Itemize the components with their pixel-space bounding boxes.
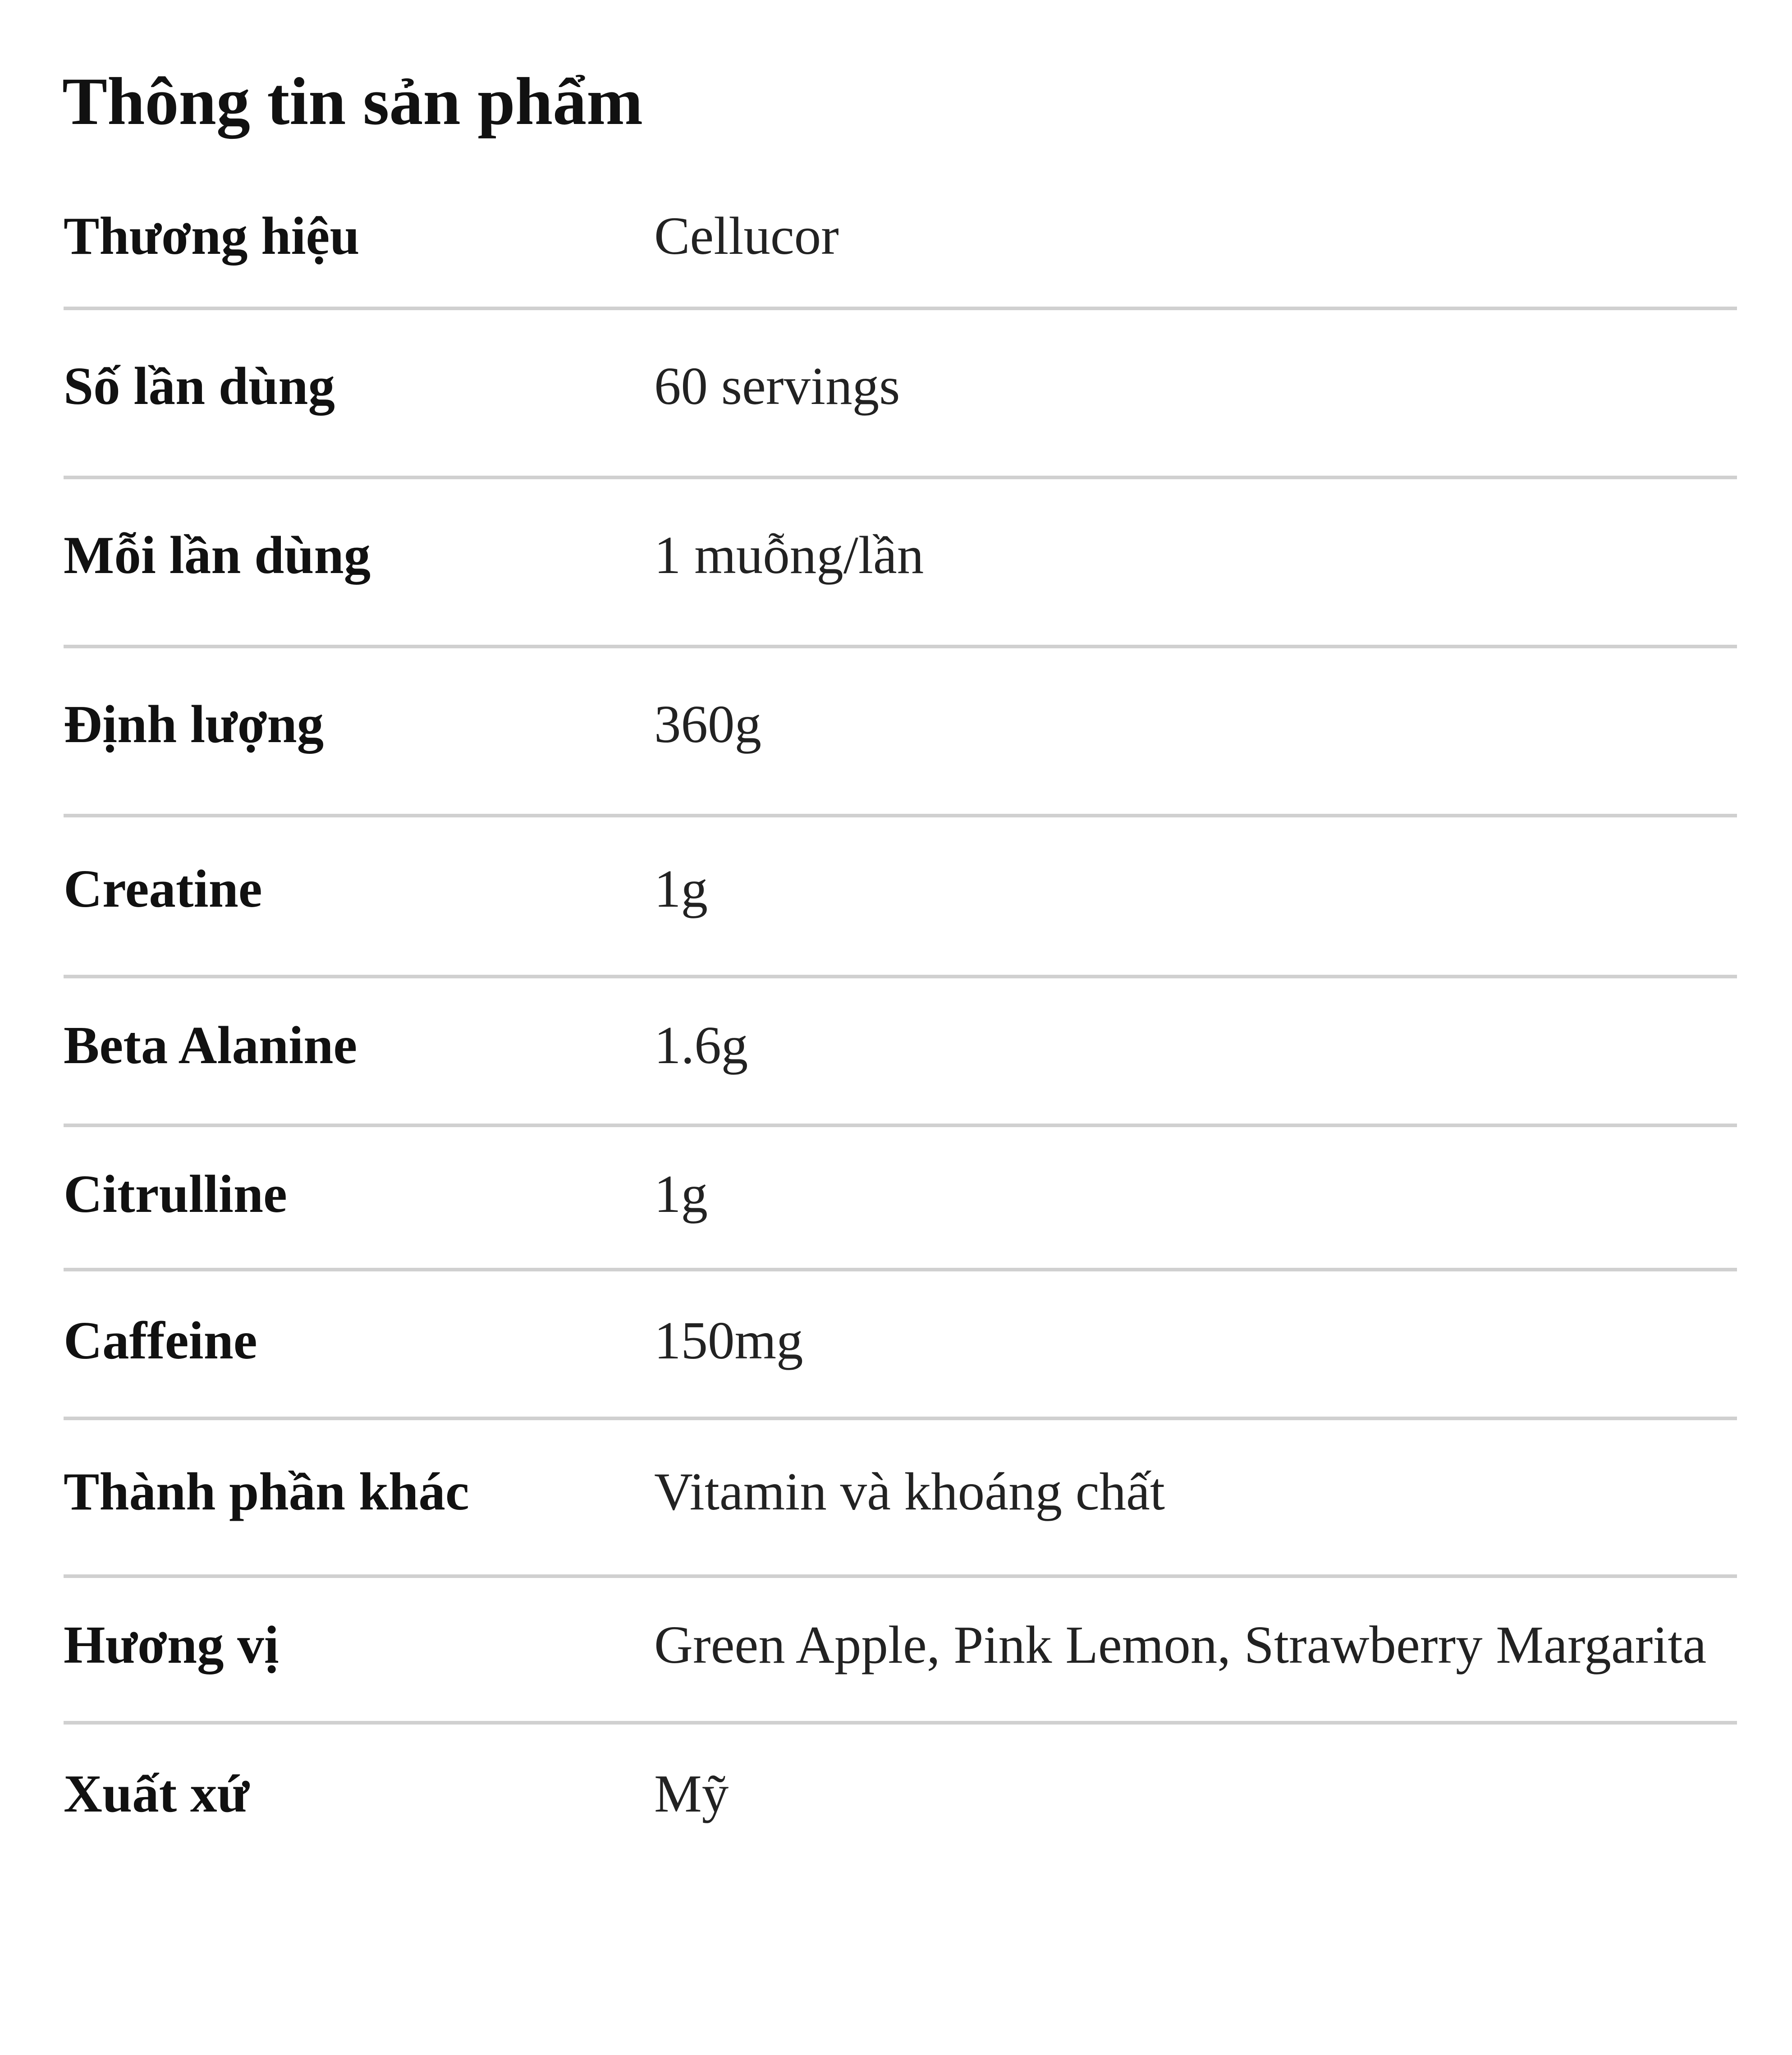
spec-label-creatine: Creatine xyxy=(64,859,262,918)
spec-value-brand: Cellucor xyxy=(654,206,839,266)
spec-value-creatine: 1g xyxy=(654,859,708,918)
spec-row-brand xyxy=(64,180,1737,310)
spec-row-caffeine xyxy=(64,1271,1737,1420)
spec-row-origin xyxy=(64,1725,1737,1860)
spec-row-weight xyxy=(64,648,1737,817)
spec-value-caffeine: 150mg xyxy=(654,1311,803,1370)
spec-row-servings xyxy=(64,310,1737,479)
spec-row-citrulline xyxy=(64,1127,1737,1271)
spec-label-brand: Thương hiệu xyxy=(64,206,360,266)
spec-row-serving-size xyxy=(64,479,1737,648)
spec-label-serving-size: Mỗi lần dùng xyxy=(64,525,371,585)
spec-label-servings: Số lần dùng xyxy=(64,356,335,416)
page-title: Thông tin sản phẩm xyxy=(62,64,643,139)
product-spec-table xyxy=(64,180,1737,1860)
spec-label-other-ingredients: Thành phần khác xyxy=(64,1462,469,1521)
spec-label-caffeine: Caffeine xyxy=(64,1311,257,1370)
spec-row-other-ingredients xyxy=(64,1420,1737,1578)
spec-row-beta-alanine xyxy=(64,978,1737,1127)
spec-value-origin: Mỹ xyxy=(654,1764,729,1823)
spec-value-serving-size: 1 muỗng/lần xyxy=(654,525,924,585)
spec-label-citrulline: Citrulline xyxy=(64,1164,287,1224)
spec-label-beta-alanine: Beta Alanine xyxy=(64,1015,357,1075)
spec-value-weight: 360g xyxy=(654,694,761,754)
spec-label-weight: Định lượng xyxy=(64,694,324,754)
spec-value-servings: 60 servings xyxy=(654,356,900,416)
spec-row-flavors xyxy=(64,1578,1737,1725)
spec-value-flavors: Green Apple, Pink Lemon, Strawberry Margarita xyxy=(654,1615,1707,1674)
spec-value-citrulline: 1g xyxy=(654,1164,708,1224)
spec-label-flavors: Hương vị xyxy=(64,1615,279,1674)
spec-value-other-ingredients: Vitamin và khoáng chất xyxy=(654,1462,1165,1521)
spec-row-creatine xyxy=(64,817,1737,978)
spec-value-beta-alanine: 1.6g xyxy=(654,1015,748,1075)
spec-label-origin: Xuất xứ xyxy=(64,1764,249,1823)
